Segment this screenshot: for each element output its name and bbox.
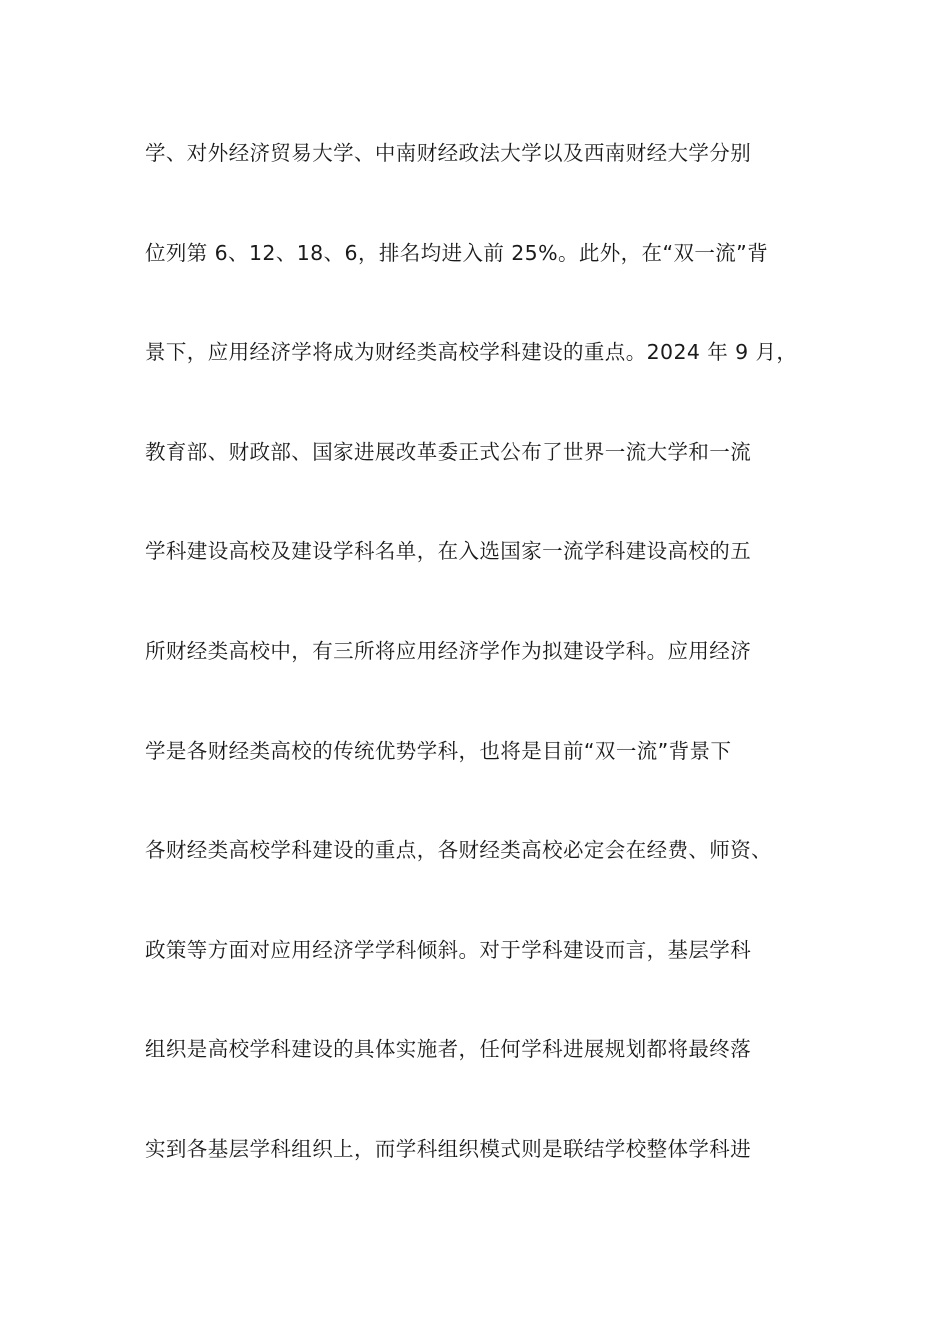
text-line: 学科建设高校及建设学科名单，在入选国家一流学科建设高校的五 <box>145 539 752 564</box>
text-line: 政策等方面对应用经济学学科倾斜。对于学科建设而言，基层学科 <box>145 937 752 962</box>
text-line: 教育部、财政部、国家进展改革委正式公布了世界一流大学和一流 <box>145 439 752 464</box>
text-line: 所财经类高校中，有三所将应用经济学作为拟建设学科。应用经济 <box>145 638 752 663</box>
text-line: 学是各财经类高校的传统优势学科，也将是目前“双一流”背景下 <box>145 738 732 763</box>
text-line: 实到各基层学科组织上，而学科组织模式则是联结学校整体学科进 <box>145 1136 752 1161</box>
text-line: 景下，应用经济学将成为财经类高校学科建设的重点。2024 年 9 月， <box>145 340 798 365</box>
text-line: 组织是高校学科建设的具体实施者，任何学科进展规划都将最终落 <box>145 1037 752 1062</box>
text-line: 学、对外经济贸易大学、中南财经政法大学以及西南财经大学分别 <box>145 141 752 165</box>
body-text <box>145 128 815 1224</box>
text-line: 各财经类高校学科建设的重点，各财经类高校必定会在经费、师资、 <box>145 838 772 863</box>
text-line: 位列第 6、12、18、6，排名均进入前 25%。此外，在“双一流”背 <box>145 240 769 265</box>
